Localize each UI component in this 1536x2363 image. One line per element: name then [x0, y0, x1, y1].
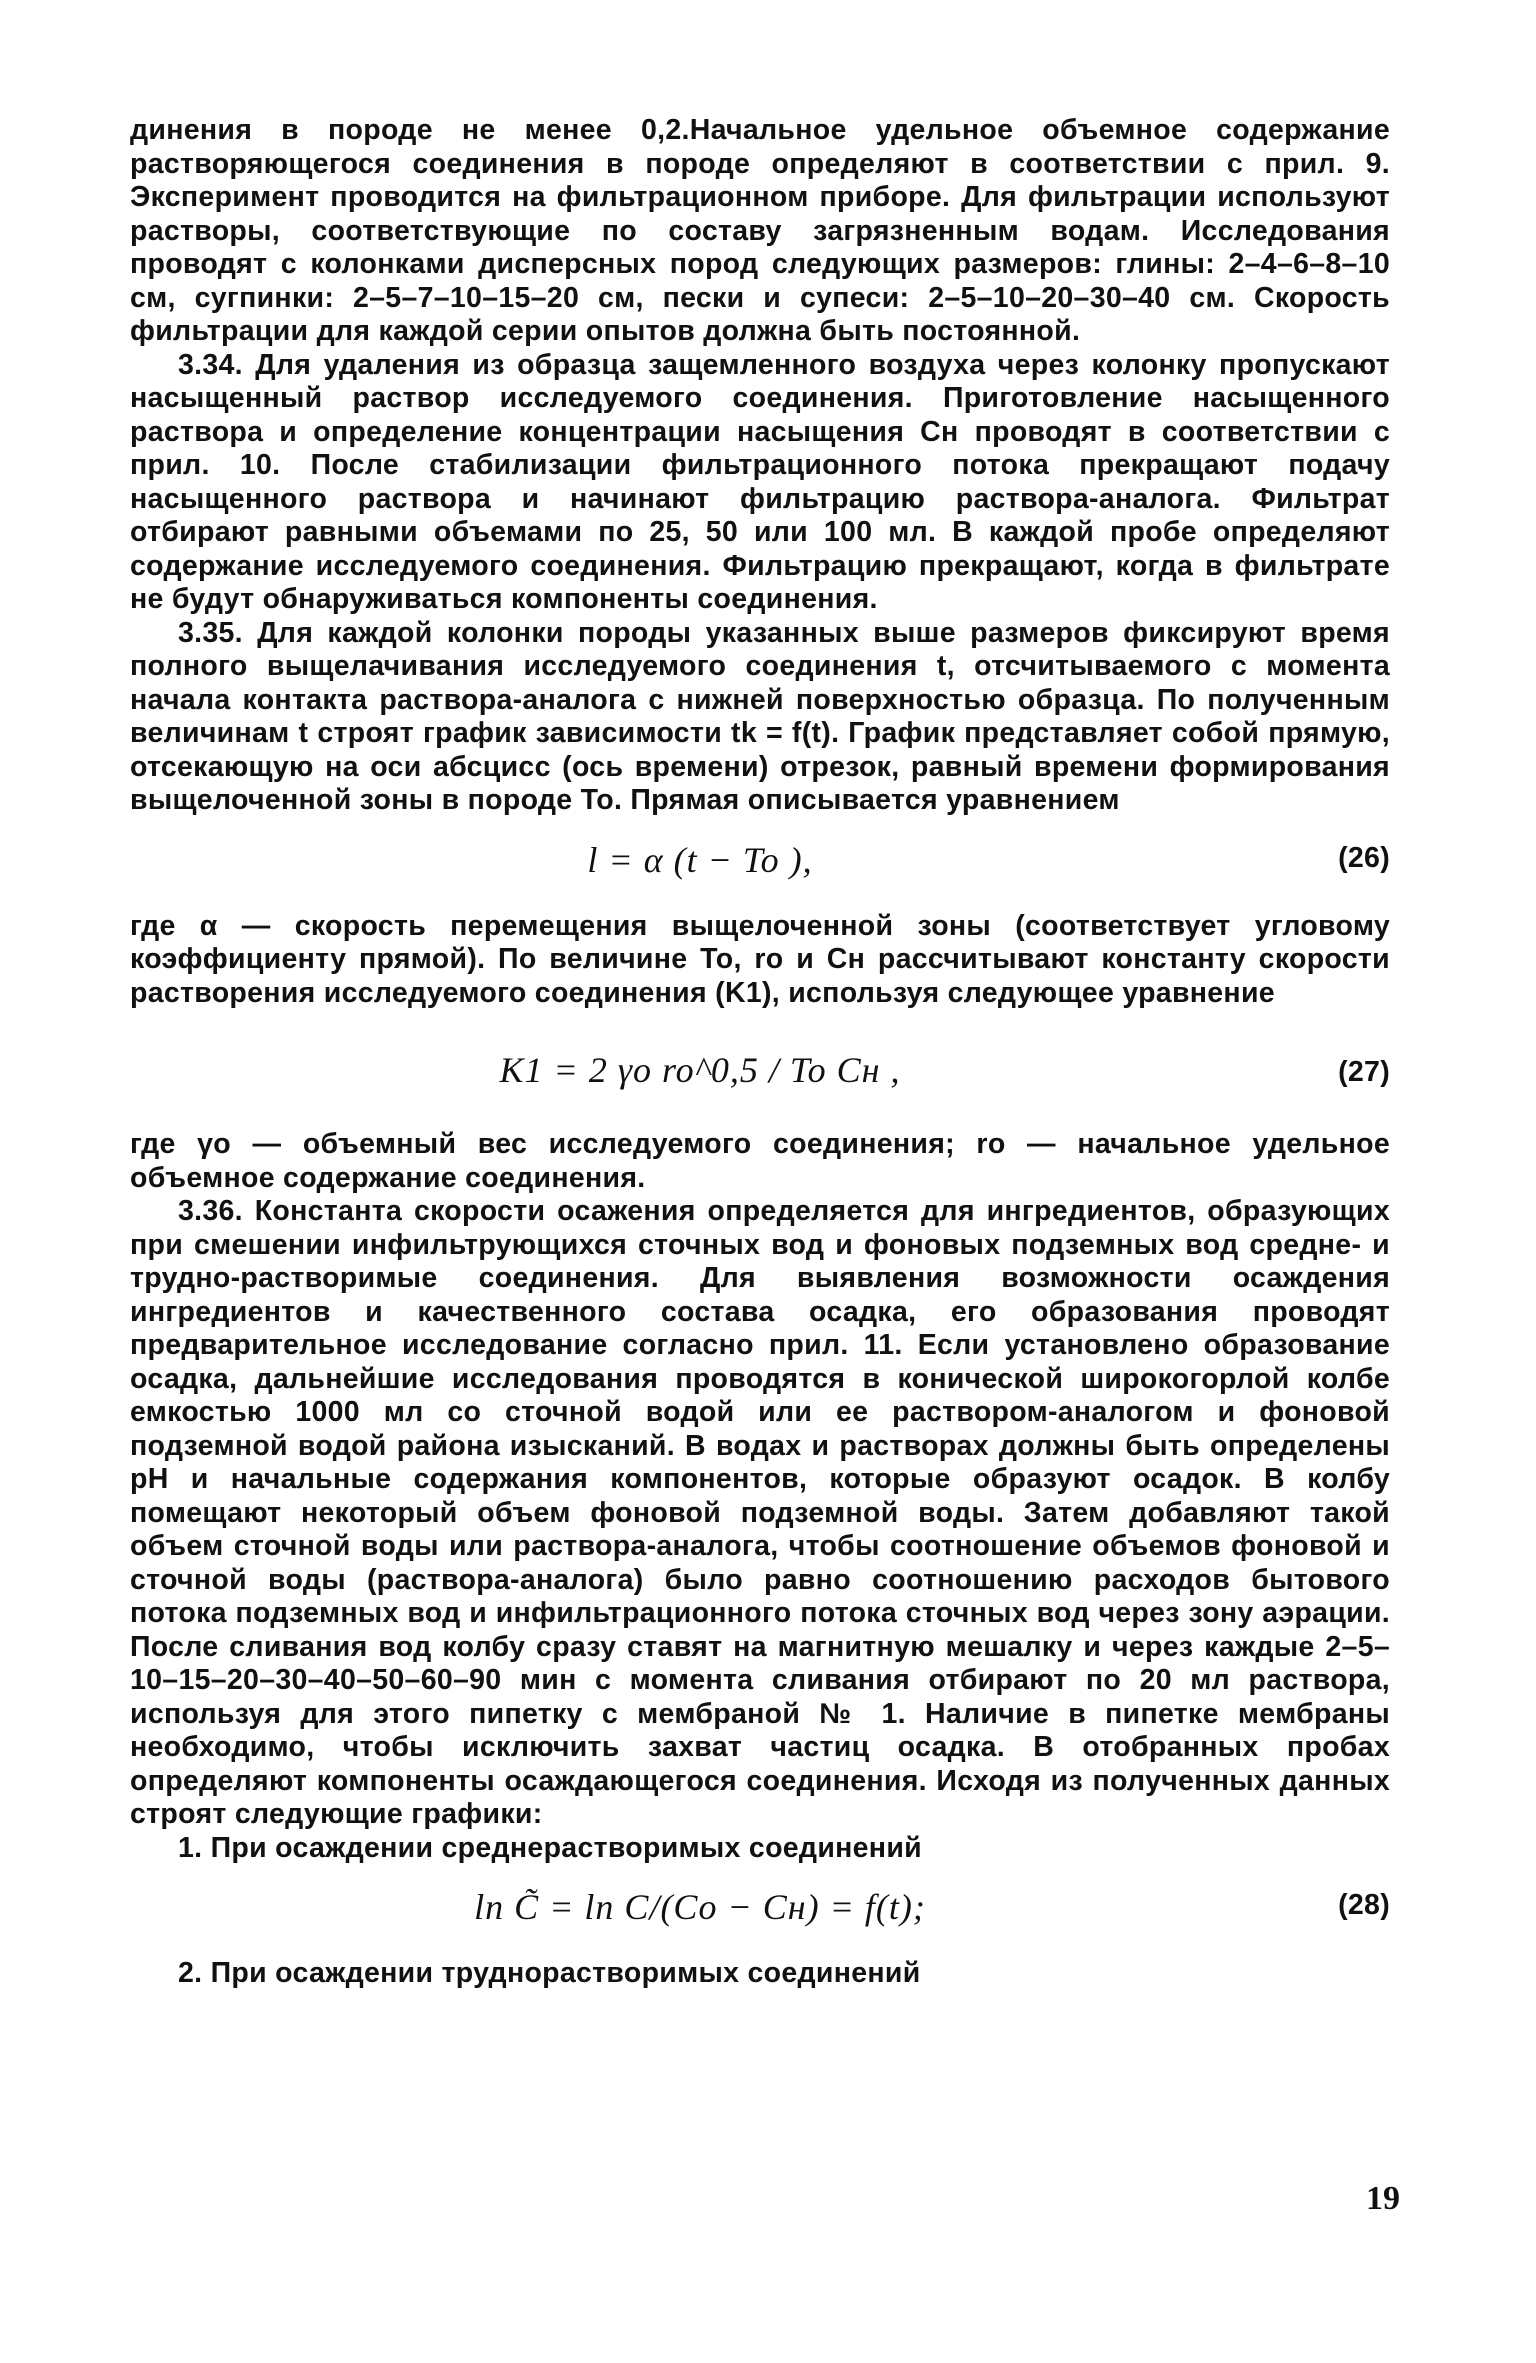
- paragraph-alpha-definition: где α — скорость перемещения выщелоченной зоны (соответствует угловому коэффициенту прямой). По величине To, ro и Cн рассчитывают константу скорости растворения исследуемого соединения (K1), используя следующее уравнение: [130, 909, 1390, 1009]
- paragraph-continuation: динения в породе не менее 0,2.Начальное удельное объемное содержание растворяющегося соединения в породе определяют в соответствии с прил. 9. Эксперимент проводится на фильтрационном приборе. Для фильтрации используют растворы, соответствующие по составу загрязненным водам. Исследования проводят с колонками дисперсных пород следующих размеров: глины: 2–4–6–8–10 см, сугпинки: 2–5–7–10–15–20 см, пески и супеси: 2–5–10–20–30–40 см. Скорость фильтрации для каждой серии опытов должна быть постоянной.: [130, 114, 1390, 347]
- equation-27-formula: K1 = 2 γo ro^0,5 / To Cн ,: [499, 1050, 901, 1090]
- paragraph-3-34: 3.34. Для удаления из образца защемленного воздуха через колонку пропускают насыщенный раствор исследуемого соединения. Приготовление насыщенного раствора и определение концентрации насыщения Cн проводят в соответствии с прил. 10. После стабилизации фильтрационного потока прекращают подачу насыщенного раствора и начинают фильтрацию раствора-аналога. Фильтрат отбирают равными объемами по 25, 50 или 100 мл. В каждой пробе определяют содержание исследуемого соединения. Фильтрацию прекращают, когда в фильтрате не будут обнаруживаться компоненты соединения.: [130, 348, 1390, 615]
- equation-26: [130, 832, 1390, 898]
- equation-27-number: (27): [1338, 1056, 1390, 1088]
- paragraph-3-36: 3.36. Константа скорости осажения определяется для ингредиентов, образующих при смешении инфильтрующихся сточных вод и фоновых подземных вод средне- и трудно-растворимые соединения. Для выявления возможности осаждения ингредиентов и качественного состава осадка, его образования проводят предварительное исследование согласно прил. 11. Если установлено образование осадка, дальнейшие исследования проводятся в конической широкогорлой колбе емкостью 1000 мл со сточной водой или ее раствором-аналогом и фоновой подземной водой района изысканий. В водах и растворах должны быть определены pH и начальные содержания компонентов, которые образуют осадок. В колбу помещают некоторый объем фоновой подземной воды. Затем добавляют такой объем сточной воды или раствора-аналога, чтобы соотношение объемов фоновой и сточной воды (раствора-аналога) было равно соотношению расходов бытового потока подземных вод и инфильтрационного потока сточных вод через зону аэрации. После сливания вод колбу сразу ставят на магнитную мешалку и через каждые 2–5–10–15–20–30–40–50–60–90 мин с момента сливания отбирают по 20 мл раствора, используя для этого пипетку с мембраной № 1. Наличие в пипетке мембраны необходимо, чтобы исключить захват частиц осадка. В отобранных пробах определяют компоненты осаждающегося соединения. Исходя из полученных данных строят следующие графики:: [130, 1195, 1390, 1830]
- equation-26-number: (26): [1338, 841, 1390, 874]
- equation-27: [130, 1024, 1390, 1116]
- page-number: 19: [1366, 2180, 1400, 2217]
- list-item-2: 2. При осаждении труднорастворимых соединений: [178, 1957, 921, 1989]
- paragraph-gamma-definition: где γo — объемный вес исследуемого соединения; ro — начальное удельное объемное содержание соединения.: [130, 1128, 1390, 1194]
- equation-28-number: (28): [1338, 1889, 1390, 1921]
- equation-26-formula: l = α (t − To ),: [587, 839, 813, 880]
- list-item-1: 1. При осаждении среднерастворимых соединений: [178, 1831, 922, 1864]
- paragraph-3-35: 3.35. Для каждой колонки породы указанных выше размеров фиксируют время полного выщелачивания исследуемого соединения t, отсчитываемого с момента начала контакта раствора-аналога с нижней поверхностью образца. По полученным величинам t строят график зависимости tk = f(t). График представляет собой прямую, отсекающую на оси абсцисс (ось времени) отрезок, равный времени формирования выщелоченной зоны в породе To. Прямая описывается уравнением: [130, 616, 1390, 816]
- text-column: [130, 114, 1390, 1991]
- equation-28-formula: ln C̃ = ln C/(Co − Cн) = f(t);: [474, 1887, 926, 1927]
- equation-28: [130, 1879, 1390, 1945]
